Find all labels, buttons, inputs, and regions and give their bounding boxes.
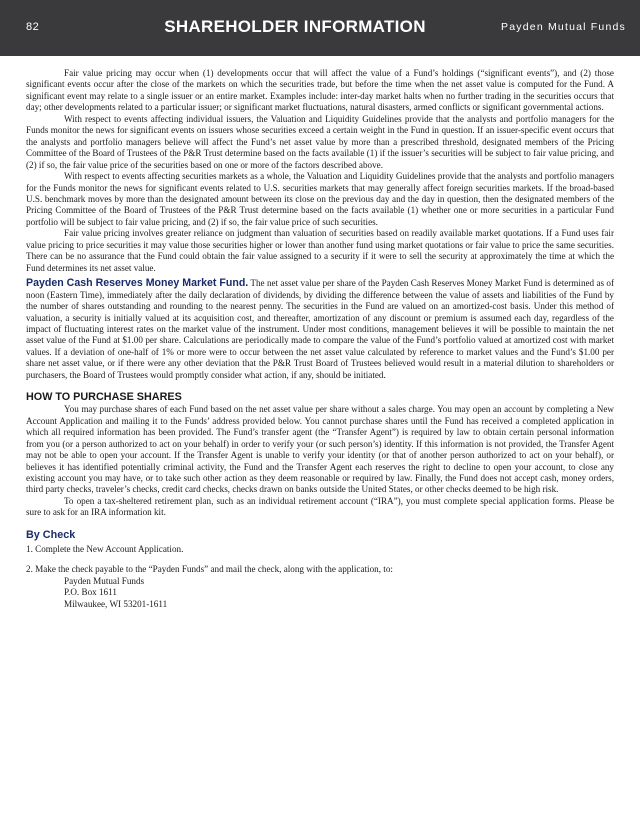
fair-value-paragraph-4: Fair value pricing involves greater reliance on judgment than valuation of securities based on readily available market quotations. If a Fund uses fair value pricing to price securities it may value those securities higher or lower than another fund using market quotations or fair value to price the same securities. There can be no assurance that the Fund could obtain the fair value assigned to a security if it were to sell the security at approximately the time at which the Fund determines its net asset value. [26,228,614,273]
purchase-shares-heading: HOW TO PURCHASE SHARES [26,391,182,404]
purchase-paragraph-1: You may purchase shares of each Fund based on the net asset value per share without a sales charge. You may open an account by completing a New Account Application and mailing it to the Funds’ address provided below. You cannot purchase shares until the Fund has received a completed application in which all required information has been provided. The Fund’s transfer agent (the “Transfer Agent”) is required by law to obtain certain personal information from you (or a person authorized to act on your behalf) in order to verify your (or such person’s) identity. If this information is not provided, the Transfer Agent may not be able to open your account. If the Transfer Agent is unable to verify your identity (or that of another person authorized to act on your behalf), or believes it has identified potentially criminal activity, the Fund and the Transfer Agent each reserves the right to decline to open your account, to close any existing account you may have, or to take such other action as they deem reasonable or required by law. Finally, the Fund does not accept cash, money orders, third party checks, traveler’s checks, credit card checks, checks drawn on banks outside the United States, or other checks deemed to be high risk. [26,404,614,495]
fair-value-paragraph-1: Fair value pricing may occur when (1) developments occur that will affect the value of a Fund’s holdings (“significant events”), and (2) those significant events occur after the close of the markets on which the securities trade, but before the time when the net asset value is computed for the Fund. A significant event may relate to a single issuer or an entire market. Examples include: inter-day market halts when no further trading in the securities occurs that day; other developments related to a particular issuer; or significant market fluctuations, natural disasters, armed conflicts or significant governmental actions. [26,68,614,113]
money-market-text: The net asset value per share of the Payden Cash Reserves Money Market Fund is determined as of noon (Eastern Time), immediately after the daily declaration of dividends, by dividing the difference between the value of assets and liabilities of the Fund by the number of shares outstanding and rounding to the nearest penny. The securities in the Fund are valued on an amortized-cost basis. Under this method of valuation, a security is initially valued at its acquisition cost, and thereafter, amortization of any discount or premium is assumed each day, regardless of the impact of fluctuating interest rates on the market value of the instrument. Under most conditions, management believes it will be possible to maintain the net asset value of the Fund at $1.00 per share. Calculations are periodically made to compare the value of the Fund’s portfolio valued at amortized cost with market values. If a deviation of one-half of 1% or more were to occur between the net asset value calculated by reference to market values and the Fund’s $1.00 per share net asset value, or if there were any other deviation that the P&R Trust Board of Trustees believed would result in a material dilution to shareholders or purchasers, the Board of Trustees would promptly consider what action, if any, should be initiated. [26,278,614,380]
mailing-address [64,576,614,610]
page-body [26,68,614,610]
address-line: Payden Mutual Funds [64,575,145,586]
purchase-paragraph-2: To open a tax-sheltered retirement plan, such as an individual retirement account (“IRA”), you must complete special application forms. Please be sure to ask for an IRA information kit. [26,495,614,518]
by-check-heading: By Check [26,528,76,541]
page-number: 82 [26,21,40,33]
money-market-lead-in: Payden Cash Reserves Money Market Fund. [26,277,249,290]
section-title: SHAREHOLDER INFORMATION [164,17,426,36]
money-market-paragraph [26,278,614,381]
by-check-step-1: 1. Complete the New Account Application. [26,543,184,554]
fund-family-name: Payden Mutual Funds [501,21,626,33]
address-line: Milwaukee, WI 53201-1611 [64,598,168,609]
by-check-step-2: 2. Make the check payable to the “Payden Funds” and mail the check, along with the application, to: [26,564,393,575]
fair-value-paragraph-2: With respect to events affecting individual issuers, the Valuation and Liquidity Guidelines provide that the analysts and portfolio managers for the Funds monitor the news for significant events on issuers whose securities exceed a certain weight in the Fund in question. If an issuer-specific event occurs that the analysts and portfolio managers believe will affect the Fund’s net asset value by more than a prescribed threshold, designated members of the Pricing Committee of the Board of Trustees of the P&R Trust determine based on the facts available (1) if the issuer’s securities will be subject to fair value pricing, and (2) if so, the fair value price of the securities based on one or more of the factors described above. [26,113,614,170]
address-line: P.O. Box 1611 [64,587,117,598]
page-header [0,0,640,56]
fair-value-paragraph-3: With respect to events affecting securities markets as a whole, the Valuation and Liquidity Guidelines provide that the analysts and portfolio managers for the Funds monitor the news for significant events related to U.S. securities markets that may generally affect foreign securities markets. If the broad-based U.S. benchmark moves by more than the designated amount between its close on the previous day and the day in question, then the designated members of the Pricing Committee of the Board of Trustees of the P&R Trust determine based on the facts available (1) whether one or more securities in a particular Fund portfolio will be subject to fair value pricing, and (2) if so, the fair value price of such securities. [26,171,614,227]
